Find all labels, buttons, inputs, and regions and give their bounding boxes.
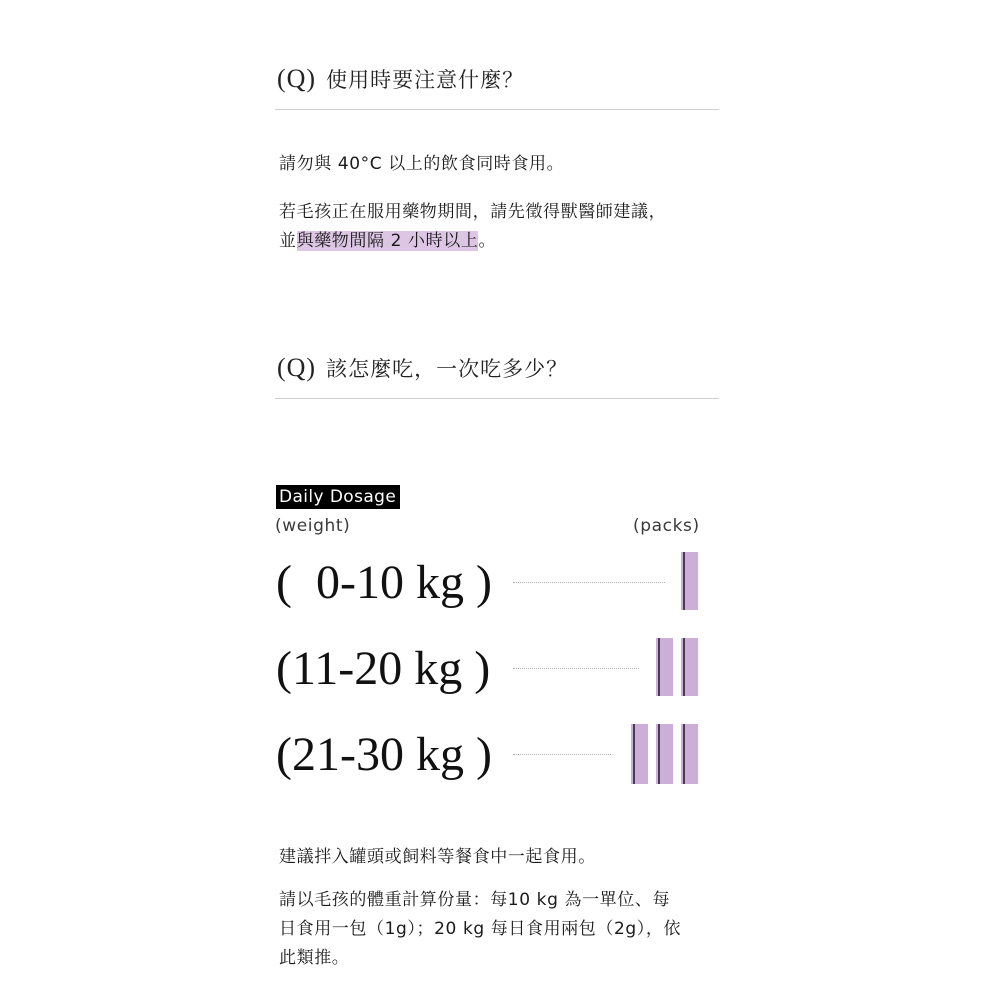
- dotted-leader: [513, 754, 611, 755]
- pack-icon: [656, 638, 673, 696]
- caution-paragraph-2: [279, 198, 724, 256]
- pack-icon: [681, 552, 698, 610]
- pack-icon: [656, 724, 673, 784]
- faq-question-2: [277, 353, 719, 383]
- pack-icon: [681, 724, 698, 784]
- usage-line-1: 請以毛孩的體重計算份量：每10 kg 為一單位、每: [279, 890, 671, 910]
- dosage-title: Daily Dosage: [276, 485, 400, 509]
- q-mark: (Q): [277, 64, 317, 93]
- q-mark: (Q): [277, 353, 317, 382]
- pack-icon: [631, 724, 648, 784]
- weight-range: (21-30 kg ): [276, 728, 492, 781]
- caution-line-2-suffix: 。: [478, 231, 497, 251]
- highlighted-text: 與藥物間隔 2 小時以上: [296, 231, 479, 251]
- caution-paragraph-1: 請勿與 40°C 以上的飲食同時食用。: [279, 154, 565, 174]
- dotted-leader: [513, 582, 665, 583]
- caution-line-2: [279, 227, 724, 256]
- usage-line-2: 日食用一包（1g）；20 kg 每日食用兩包（2g），依: [279, 919, 682, 939]
- question-text: 使用時要注意什麼？: [326, 68, 525, 92]
- caution-line-1: 若毛孩正在服用藥物期間，請先徵得獸醫師建議，: [279, 202, 667, 222]
- packs-column-label: (packs): [633, 516, 700, 536]
- caution-line-2-prefix: 並: [279, 231, 297, 251]
- weight-range: ( 0-10 kg ): [276, 556, 492, 609]
- usage-line-3: 此類推。: [279, 948, 350, 968]
- usage-paragraph-2: [279, 886, 724, 973]
- question-text: 該怎麼吃，一次吃多少？: [326, 357, 569, 381]
- usage-paragraph-1: 建議拌入罐頭或飼料等餐食中一起食用。: [279, 847, 596, 867]
- weight-column-label: (weight): [275, 516, 351, 536]
- faq-question-1: [277, 64, 719, 94]
- weight-range: (11-20 kg ): [276, 642, 491, 695]
- dotted-leader: [513, 668, 639, 669]
- divider: [275, 398, 719, 399]
- divider: [275, 109, 719, 110]
- pack-icon: [681, 638, 698, 696]
